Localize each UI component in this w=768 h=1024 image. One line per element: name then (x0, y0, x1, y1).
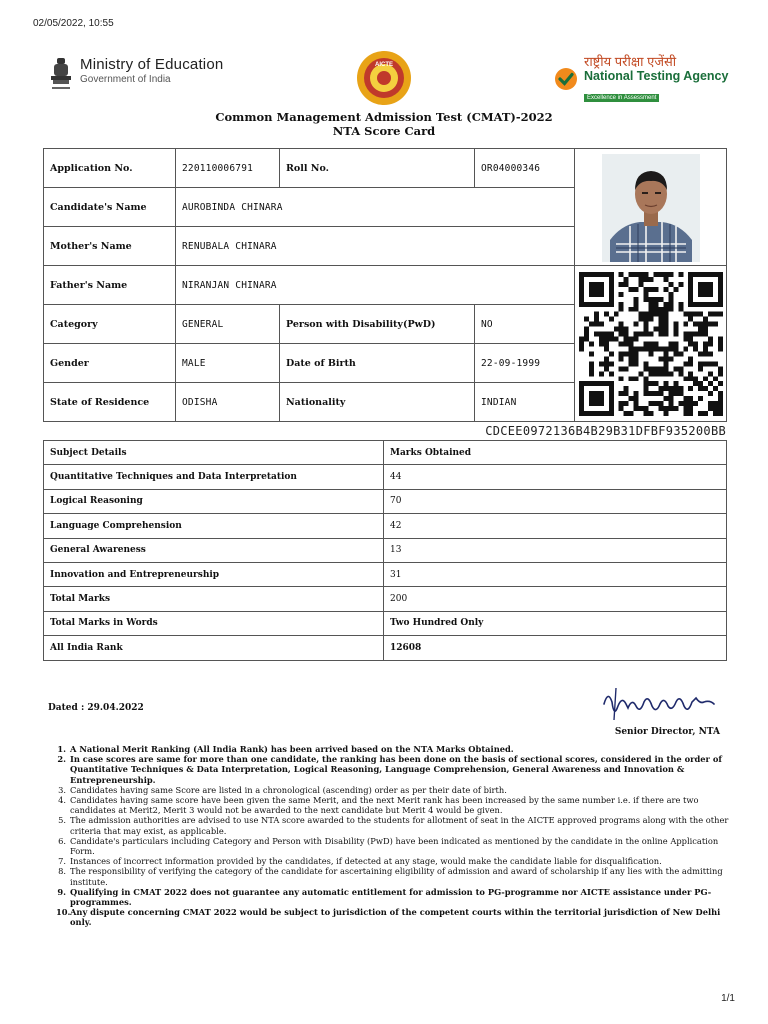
candidate-details-table (43, 148, 727, 422)
state-value: ODISHA (176, 383, 280, 422)
nta-hindi-name: राष्ट्रीय परीक्षा एजेंसी (584, 54, 677, 69)
candidate-photo (602, 154, 700, 262)
marks-cell: 13 (384, 538, 727, 562)
marks-cell: 70 (384, 489, 727, 513)
list-item: 7. Instances of incorrect information provided by the candidates, if detected at any stage, would make the candidate liable for disqualification. (58, 856, 662, 867)
nta-name: National Testing Agency (584, 69, 729, 83)
father-name-value: NIRANJAN CHINARA (176, 266, 575, 305)
gender-value: MALE (176, 344, 280, 383)
table-row (44, 636, 727, 660)
candidate-name-value: AUROBINDA CHINARA (176, 188, 575, 227)
aicte-logo-text: AICTE (375, 62, 393, 68)
list-item: 6. Candidate's particulars including Category and Person with Disability (PwD) have been indicated as mentioned by the candidate in the online Application Form. (58, 835, 719, 857)
dob-value: 22-09-1999 (475, 344, 575, 383)
table-header-row (44, 441, 727, 465)
application-no-label: Application No. (44, 149, 176, 188)
table-row (44, 562, 727, 586)
national-emblem-icon (48, 56, 74, 94)
table-row (44, 538, 727, 562)
subject-cell: All India Rank (44, 636, 384, 660)
list-item: 9. Qualifying in CMAT 2022 does not guarantee any automatic entitlement for admission to PG-programme nor AICTE assistance under PG-programmes. (57, 886, 712, 908)
issue-date: Dated : 29.04.2022 (48, 703, 144, 713)
list-item: 10.Any dispute concerning CMAT 2022 would be subject to jurisdiction of the competent courts within the territorial jurisdiction of New Delhi only. (56, 907, 721, 928)
moe-logo (48, 56, 223, 100)
moe-title: Ministry of Education (80, 56, 224, 73)
mother-name-label: Mother's Name (44, 227, 176, 266)
subject-cell: Logical Reasoning (44, 489, 384, 513)
candidate-name-label: Candidate's Name (44, 188, 176, 227)
marks-table (43, 440, 727, 661)
table-row (44, 465, 727, 489)
title-line-1: Common Management Admission Test (CMAT)-2022 (215, 110, 553, 124)
marks-column-header: Marks Obtained (384, 441, 727, 465)
nationality-value: INDIAN (475, 383, 575, 422)
marks-cell: Two Hundred Only (384, 611, 727, 635)
subject-cell: Language Comprehension (44, 514, 384, 538)
pwd-value: NO (475, 305, 575, 344)
subject-cell: General Awareness (44, 538, 384, 562)
table-row (44, 489, 727, 513)
signatory-title: Senior Director, NTA (614, 727, 720, 737)
subject-cell: Total Marks (44, 587, 384, 611)
qr-code (579, 272, 723, 416)
marks-cell: 42 (384, 514, 727, 538)
state-label: State of Residence (44, 383, 176, 422)
marks-cell: 12608 (384, 636, 727, 660)
father-name-label: Father's Name (44, 266, 176, 305)
table-row (44, 266, 727, 305)
list-item: 1. A National Merit Ranking (All India Rank) has been arrived based on the NTA Marks Obtained. (57, 744, 514, 754)
table-row (44, 587, 727, 611)
nta-tagline: Excellence in Assessment (584, 94, 659, 102)
marks-cell: 200 (384, 587, 727, 611)
subject-cell: Total Marks in Words (44, 611, 384, 635)
document-title (0, 110, 768, 138)
qr-cell (575, 266, 727, 422)
verification-hash: CDCEE0972136B4B29B31DFBF935200BB (485, 424, 726, 438)
print-timestamp: 02/05/2022, 10:55 (33, 18, 114, 29)
category-value: GENERAL (176, 305, 280, 344)
moe-subtitle: Government of India (80, 74, 171, 85)
table-row (44, 611, 727, 635)
notes-list (56, 744, 730, 928)
table-row (44, 149, 727, 188)
list-item: 8. The responsibility of verifying the category of the candidate for ascertaining eligibility of admission and award of scholarship if any lies with the admitting institute. (58, 866, 723, 887)
table-row (44, 514, 727, 538)
list-item: 2. In case scores are same for more than one candidate, the ranking has been done on the basis of sectional scores, considered in the order of Quantitative Techniques & Data Interpretation, Logical Reasoning, Language Comprehension, General Awareness and Innovation & Entrepreneurship. (57, 754, 722, 785)
mother-name-value: RENUBALA CHINARA (176, 227, 575, 266)
marks-cell: 31 (384, 562, 727, 586)
nta-check-icon (554, 67, 578, 91)
list-item: 5. The admission authorities are advised to use NTA score awarded to the students for allotment of seat in the AICTE approved programs along with the other criteria that may exist, as applicable. (58, 815, 729, 836)
list-item: 4. Candidates having same score have been given the same Merit, and the next Merit rank has been increased by the same number i.e. if there are two candidates at Merit2, Merit 3 would not be awarded to the next candidate but Merit 4 would be given. (58, 795, 699, 816)
subject-cell: Quantitative Techniques and Data Interpretation (44, 465, 384, 489)
aicte-logo-icon (356, 50, 412, 106)
roll-no-value: OR04000346 (475, 149, 575, 188)
signature-icon (600, 684, 718, 724)
subject-column-header: Subject Details (44, 441, 384, 465)
list-item: 3. Candidates having same Score are listed in a chronological (ascending) order as per their date of birth. (58, 784, 507, 795)
title-line-2: NTA Score Card (332, 124, 436, 138)
pwd-label: Person with Disability(PwD) (280, 305, 475, 344)
roll-no-label: Roll No. (280, 149, 475, 188)
photo-cell (575, 149, 727, 266)
category-label: Category (44, 305, 176, 344)
subject-cell: Innovation and Entrepreneurship (44, 562, 384, 586)
nta-logo (554, 54, 728, 103)
application-no-value: 220110006791 (176, 149, 280, 188)
marks-cell: 44 (384, 465, 727, 489)
nationality-label: Nationality (280, 383, 475, 422)
page-number: 1/1 (721, 993, 735, 1004)
dob-label: Date of Birth (280, 344, 475, 383)
gender-label: Gender (44, 344, 176, 383)
